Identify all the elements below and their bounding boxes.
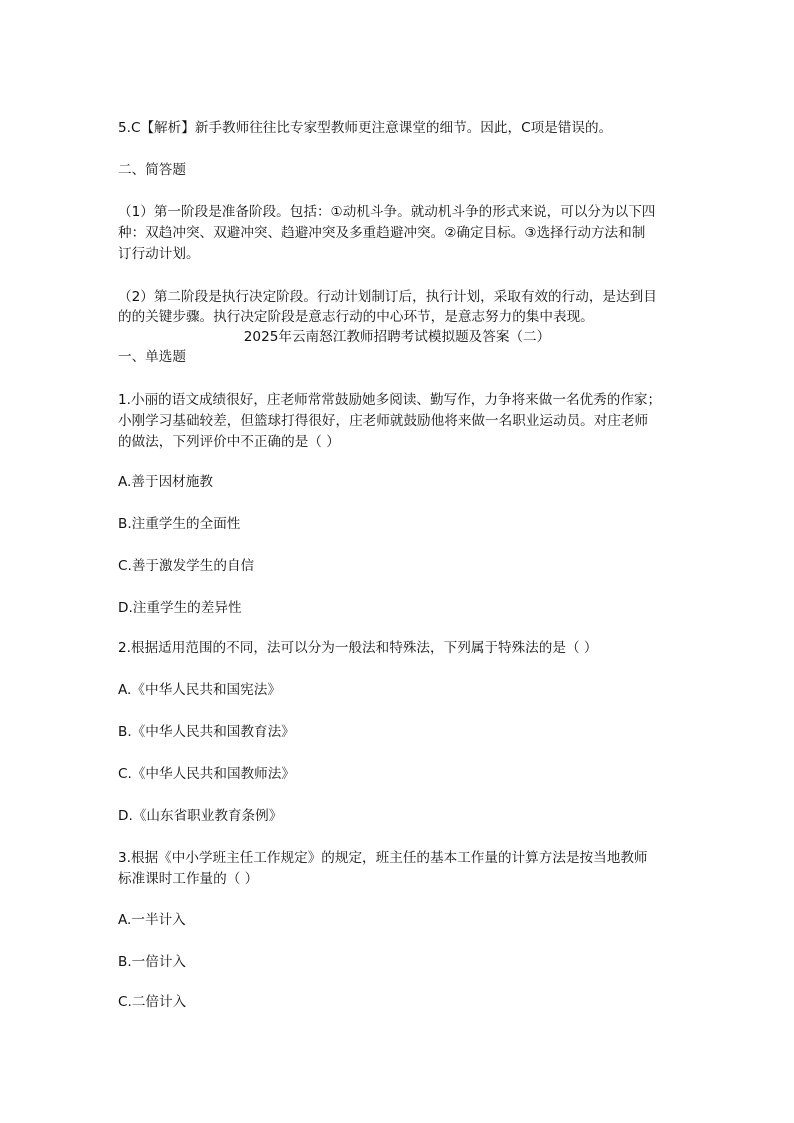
short-answer-1-line: 订行动计划。 xyxy=(118,246,200,262)
question-2-option-a: A.《中华人民共和国宪法》 xyxy=(118,682,281,698)
question-1-stem: 小刚学习基础较差，但篮球打得很好，庄老师就鼓励他将来做一名职业运动员。对庄老师 xyxy=(118,413,649,429)
question-3-stem: 标准课时工作量的（ ） xyxy=(118,871,259,887)
document-title: 2025年云南怒江教师招聘考试模拟题及答案（二） xyxy=(243,329,551,345)
question-1-option-d: D.注重学生的差异性 xyxy=(118,600,242,616)
question-3-option-b: B.一倍计入 xyxy=(118,954,187,970)
question-2-option-c: C.《中华人民共和国教师法》 xyxy=(118,766,295,782)
question-2-stem: 2.根据适用范围的不同，法可以分为一般法和特殊法，下列属于特殊法的是（ ） xyxy=(118,640,598,656)
question-2-option-d: D.《山东省职业教育条例》 xyxy=(118,808,283,824)
short-answer-1-line: （1）第一阶段是准备阶段。包括：①动机斗争。就动机斗争的形式来说，可以分为以下四 xyxy=(118,204,656,220)
question-1-stem: 1.小丽的语文成绩很好，庄老师常常鼓励她多阅读、勤写作，力争将来做一名优秀的作家； xyxy=(118,392,662,408)
question-3-option-a: A.一半计入 xyxy=(118,912,186,928)
question-2-option-b: B.《中华人民共和国教育法》 xyxy=(118,724,295,740)
question-1-option-c: C.善于激发学生的自信 xyxy=(118,558,255,574)
section-heading-single-choice: 一、单选题 xyxy=(118,349,186,365)
previous-answer: 5.C【解析】新手教师往往比专家型教师更注意课堂的细节。因此，C项是错误的。 xyxy=(118,120,613,136)
question-1-option-b: B.注重学生的全面性 xyxy=(118,516,241,532)
short-answer-2-line: 的的关键步骤。执行决定阶段是意志行动的中心环节，是意志努力的集中表现。 xyxy=(118,309,594,325)
question-3-stem: 3.根据《中小学班主任工作规定》的规定，班主任的基本工作量的计算方法是按当地教师 xyxy=(118,850,648,866)
question-1-option-a: A.善于因材施教 xyxy=(118,474,213,490)
short-answer-1-line: 种：双趋冲突、双避冲突、趋避冲突及多重趋避冲突。②确定目标。③选择行动方法和制 xyxy=(118,225,646,241)
question-1-stem: 的做法，下列评价中不正确的是（ ） xyxy=(118,434,340,450)
section-heading-short-answer: 二、简答题 xyxy=(118,162,186,178)
question-3-option-c: C.二倍计入 xyxy=(118,994,187,1010)
short-answer-2-line: （2）第二阶段是执行决定阶段。行动计划制订后，执行计划，采取有效的行动，是达到目 xyxy=(118,289,657,305)
